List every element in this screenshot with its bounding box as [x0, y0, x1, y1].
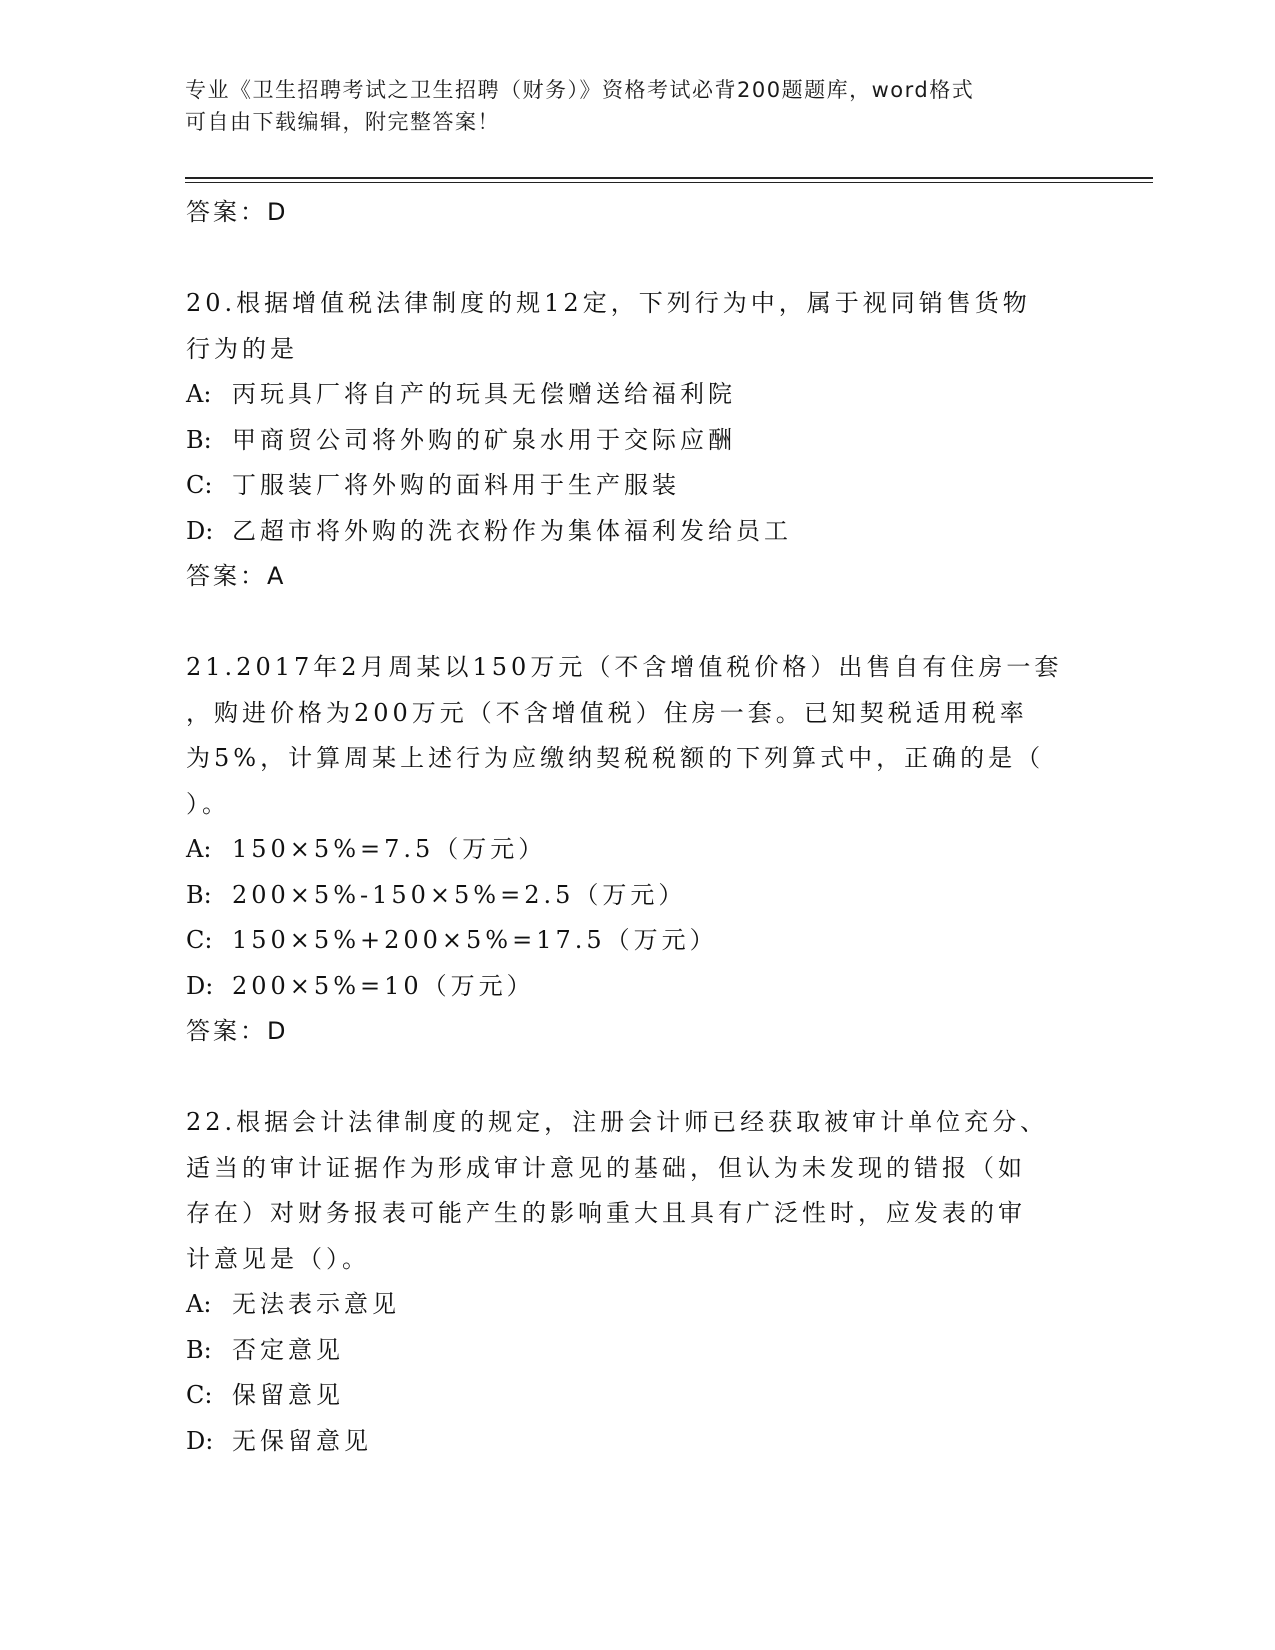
option-key: B: [186, 425, 212, 454]
question-text-line: 适当的审计证据作为形成审计意见的基础，但认为未发现的错报（如 [186, 1153, 1026, 1182]
option-text: 甲商贸公司将外购的矿泉水用于交际应酬 [232, 425, 736, 454]
question-text-line: 22.根据会计法律制度的规定，注册会计师已经获取被审计单位充分、 [186, 1108, 1049, 1136]
answer-line: 答案：A [186, 562, 287, 590]
option-key: A: [186, 380, 212, 408]
option-c [186, 1373, 1086, 1419]
option-key: D: [186, 1426, 214, 1455]
option-c [186, 918, 1086, 964]
option-text: 无法表示意见 [232, 1290, 400, 1318]
option-b [186, 1328, 1086, 1374]
option-d [186, 509, 1086, 555]
option-key: B: [186, 1335, 212, 1364]
option-a [186, 827, 1086, 873]
question-text-line: 存在）对财务报表可能产生的影响重大且具有广泛性时，应发表的审 [186, 1199, 1026, 1227]
option-key: D: [186, 971, 214, 1000]
option-text: 150×5%+200×5%=17.5（万元） [232, 926, 718, 954]
question-text-line: 计意见是（）。 [186, 1244, 370, 1273]
header-rule-thick [185, 177, 1153, 179]
option-b [186, 873, 1086, 919]
option-text: 保留意见 [232, 1381, 344, 1409]
question-text-line: ，购进价格为200万元（不含增值税）住房一套。已知契税适用税率 [186, 698, 1028, 727]
option-text: 丁服装厂将外购的面料用于生产服装 [232, 471, 680, 499]
option-key: A: [186, 835, 212, 863]
header-line-1: 专业《卫生招聘考试之卫生招聘（财务）》资格考试必背200题题库，word格式 [185, 78, 975, 102]
question-21 [186, 645, 1086, 1054]
option-key: B: [186, 880, 212, 909]
option-text: 200×5%=10（万元） [232, 971, 535, 1000]
question-22 [186, 1100, 1086, 1464]
option-c [186, 463, 1086, 509]
answer-line: 答案：D [186, 1017, 289, 1045]
option-key: C: [186, 471, 213, 499]
option-b [186, 418, 1086, 464]
option-a [186, 372, 1086, 418]
question-text-line: 20.根据增值税法律制度的规12定，下列行为中，属于视同销售货物 [186, 289, 1031, 317]
option-text: 150×5%=7.5（万元） [232, 835, 547, 863]
option-text: 丙玩具厂将自产的玩具无偿赠送给福利院 [232, 380, 736, 408]
header-line-2: 可自由下载编辑，附完整答案！ [185, 110, 500, 134]
option-key: D: [186, 516, 214, 545]
option-text: 否定意见 [232, 1335, 344, 1364]
header-rule-thin [185, 182, 1153, 183]
question-text-line: 21.2017年2月周某以150万元（不含增值税价格）出售自有住房一套 [186, 653, 1063, 681]
option-key: C: [186, 1381, 213, 1409]
document-header [185, 74, 1085, 138]
option-key: A: [186, 1290, 212, 1318]
question-text-line: 为5%，计算周某上述行为应缴纳契税税额的下列算式中，正确的是（ [186, 744, 1045, 772]
option-a [186, 1282, 1086, 1328]
option-d [186, 1419, 1086, 1465]
option-text: 无保留意见 [232, 1426, 372, 1455]
question-list [186, 190, 1086, 1464]
option-text: 200×5%-150×5%=2.5（万元） [232, 880, 687, 909]
option-key: C: [186, 926, 213, 954]
option-text: 乙超市将外购的洗衣粉作为集体福利发给员工 [232, 516, 792, 545]
question-text-line: ）。 [186, 789, 230, 818]
answer-line: 答案：D [186, 198, 289, 226]
question-text-line: 行为的是 [186, 334, 298, 363]
question-20 [186, 281, 1086, 599]
option-d [186, 964, 1086, 1010]
